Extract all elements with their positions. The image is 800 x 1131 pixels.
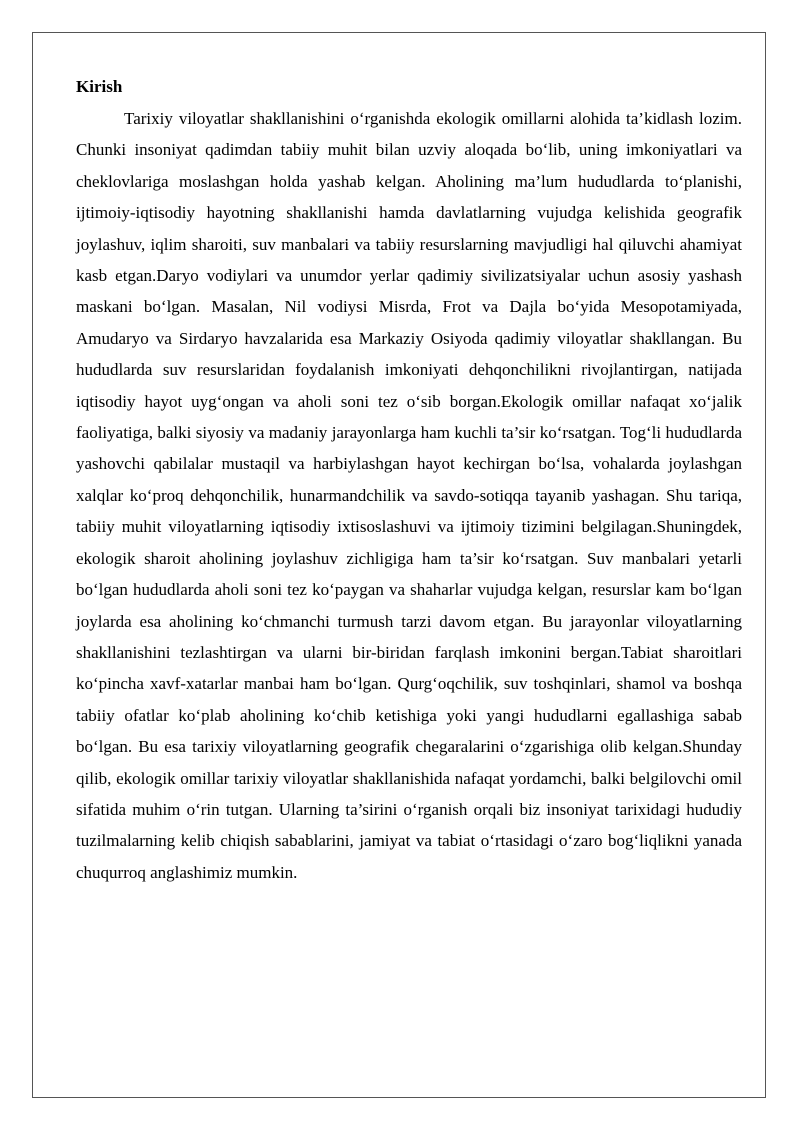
body-paragraph: Tarixiy viloyatlar shakllanishini o‘rganishda ekologik omillarni alohida ta’kidlash lozim. Chunki insoniyat qadimdan tabiiy muhit bilan uzviy aloqada bo‘lib, uning imkoniyatlari va cheklovlariga moslashgan holda yashab kelgan. Aholining ma’lum hududlarda to‘planishi, ijtimoiy-iqtisodiy hayotning shakllanishi hamda davlatlarning vujudga kelishida geografik joylashuv, iqlim sharoiti, suv manbalari va tabiiy resurslarning mavjudligi hal qiluvchi ahamiyat kasb etgan.Daryo vodiylari va unumdor yerlar qadimiy sivilizatsiyalar uchun asosiy yashash maskani bo‘lgan. Masalan, Nil vodiysi Misrda, Frot va Dajla bo‘yida Mesopotamiyada, Amudaryo va Sirdaryo havzalarida esa Markaziy Osiyoda qadimiy viloyatlar shakllangan. Bu hududlarda suv resurslaridan foydalanish imkoniyati dehqonchilikni rivojlantirgan, natijada iqtisodiy hayot uyg‘ongan va aholi soni tez o‘sib borgan.Ekologik omillar nafaqat xo‘jalik faoliyatiga, balki siyosiy va madaniy jarayonlarga ham kuchli ta’sir ko‘rsatgan. Tog‘li hududlarda yashovchi qabilalar mustaqil va harbiylashgan hayot kechirgan bo‘lsa, vohalarda joylashgan xalqlar ko‘proq dehqonchilik, hunarmandchilik va savdo-sotiqqa tayanib yashagan. Shu tariqa, tabiiy muhit viloyatlarning iqtisodiy ixtisoslashuvi va ijtimoiy tizimini belgilagan.Shuningdek, ekologik sharoit aholining joylashuv zichligiga ham ta’sir ko‘rsatgan. Suv manbalari yetarli bo‘lgan hududlarda aholi soni tez ko‘paygan va shaharlar vujudga kelgan, resurslar kam bo‘lgan joylarda esa aholining ko‘chmanchi turmush tarzi davom etgan. Bu jarayonlar viloyatlarning shakllanishini tezlashtirgan va ularni bir-biridan farqlash imkonini bergan.Tabiat sharoitlari ko‘pincha xavf-xatarlar manbai ham bo‘lgan. Qurg‘oqchilik, suv toshqinlari, shamol va boshqa tabiiy ofatlar ko‘plab aholining ko‘chib ketishiga yoki yangi hududlarni egallashiga sabab bo‘lgan. Bu esa tarixiy viloyatlarning geografik chegaralarini o‘zgarishiga olib kelgan.Shunday qilib, ekologik omillar tarixiy viloyatlar shakllanishida nafaqat yordamchi, balki belgilovchi omil sifatida muhim o‘rin tutgan. Ularning ta’sirini o‘rganish orqali biz insoniyat tarixidagi hududiy tuzilmalarning kelib chiqish sabablarini, jamiyat va tabiat o‘rtasidagi o‘zaro bog‘liqlikni yanada chuqurroq anglashimiz mumkin. bbox=[76, 109, 742, 882]
section-heading: Kirish bbox=[76, 77, 123, 96]
document-body bbox=[76, 72, 742, 888]
